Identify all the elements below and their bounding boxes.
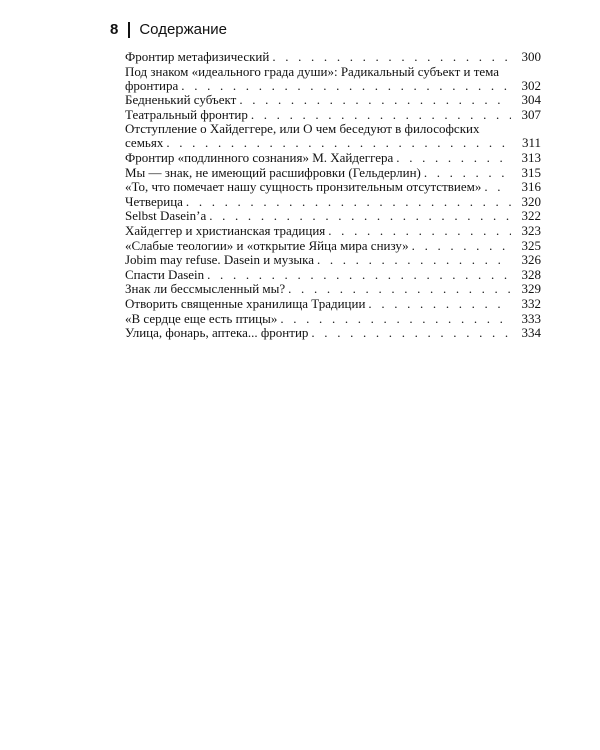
toc-entry-last-line <box>125 50 511 64</box>
dot-leader <box>186 195 511 209</box>
dot-leader <box>484 180 511 194</box>
toc-entry-title-line: Четверица <box>125 194 183 209</box>
toc-entry-title-line: фронтира <box>125 77 179 93</box>
toc-entry <box>125 312 541 326</box>
toc-entry-title <box>125 108 511 122</box>
toc-entry-page-number: 323 <box>521 222 541 238</box>
dot-leader <box>166 136 511 150</box>
toc-entry-title <box>125 151 511 165</box>
toc-entry <box>125 151 541 165</box>
dot-leader <box>412 239 511 253</box>
toc-entry-title-line: Фронтир «подлинного сознания» М. Хайдеггера <box>125 150 394 165</box>
toc-entry <box>125 65 541 93</box>
toc-entry <box>125 195 541 209</box>
dot-leader <box>328 224 511 238</box>
header-divider <box>128 22 130 38</box>
dot-leader <box>317 253 511 267</box>
toc-entry-title <box>125 50 511 64</box>
toc-entry-title <box>125 297 511 311</box>
toc-entry <box>125 180 541 194</box>
toc-entry-page-number: 332 <box>521 295 541 311</box>
toc-entry-page-number: 315 <box>521 164 541 180</box>
toc-entry-page-number: 302 <box>521 77 541 93</box>
toc-entry-title-line: семьях <box>125 135 164 151</box>
toc-entry-title <box>125 282 511 296</box>
toc-entry-title-line: Отворить священные хранилища Традиции <box>125 296 366 311</box>
toc-entry-title <box>125 93 511 107</box>
toc-entry-page-number: 325 <box>521 237 541 253</box>
toc-entry-page-number: 333 <box>521 310 541 326</box>
toc-entry-title-line: Спасти Dasein <box>125 267 205 282</box>
dot-leader <box>368 297 511 311</box>
toc-entry-last-line <box>125 79 511 93</box>
toc-entry <box>125 93 541 107</box>
toc-entry-page-number: 316 <box>521 179 541 195</box>
toc-entry-page-number: 328 <box>521 266 541 282</box>
toc-entry-page-number: 307 <box>521 106 541 122</box>
toc-entry-page-number: 304 <box>521 92 541 108</box>
toc-entry <box>125 166 541 180</box>
toc-entry-title-line: Jobim may refuse. Dasein и музыка <box>125 253 314 268</box>
toc-entry <box>125 50 541 64</box>
toc-entry-page-number: 320 <box>521 193 541 209</box>
toc-entry-title-line: Бедненький субъект <box>125 93 237 108</box>
toc-entry-title-line: Под знаком «идеального града души»: Радикальный субъект и тема <box>125 64 500 79</box>
toc-entry-title-line: Отступление о Хайдеггере, или О чем беседуют в философских <box>125 122 480 137</box>
toc-entry-title-line: «В сердце еще есть птицы» <box>125 311 278 326</box>
toc-entry-title <box>125 180 511 194</box>
page-number: 8 <box>110 21 119 38</box>
toc-entry-title-line: Хайдеггер и христианская традиция <box>125 223 326 238</box>
toc-entry <box>125 108 541 122</box>
running-title: Содержание <box>139 21 228 38</box>
toc-entry-page-number: 313 <box>521 149 541 165</box>
toc-entry-title <box>125 268 511 282</box>
toc-entry-title <box>125 312 511 326</box>
toc-entry-title-line: Театральный фронтир <box>125 107 248 122</box>
toc-entry <box>125 239 541 253</box>
toc-entry-title <box>125 166 511 180</box>
toc-entry-title <box>125 195 511 209</box>
toc-entry <box>125 282 541 296</box>
toc-entry-page-number: 329 <box>521 281 541 297</box>
toc-entry-page-number: 326 <box>521 252 541 268</box>
dot-leader <box>207 268 511 282</box>
toc-entry-last-line <box>125 151 511 165</box>
toc-entry-title <box>125 65 511 93</box>
dot-leader <box>272 50 511 64</box>
toc-entry <box>125 326 541 340</box>
toc-entry <box>125 224 541 238</box>
dot-leader <box>239 93 511 107</box>
dot-leader <box>181 79 511 93</box>
dot-leader <box>424 166 511 180</box>
toc-entry-page-number: 334 <box>521 325 541 341</box>
toc-entry-title <box>125 239 511 253</box>
toc-entry-title <box>125 224 511 238</box>
toc-entry-last-line <box>125 239 511 253</box>
toc-entry <box>125 122 541 150</box>
dot-leader <box>396 151 511 165</box>
toc-entry-last-line <box>125 195 511 209</box>
toc-entry-last-line <box>125 297 511 311</box>
toc-entry-last-line <box>125 136 511 150</box>
toc-entry-title-line: Знак ли бессмысленный мы? <box>125 282 286 297</box>
toc-entry-last-line <box>125 326 511 340</box>
toc-entry-page-number: 322 <box>521 208 541 224</box>
toc-entry-title <box>125 253 511 267</box>
toc-entry <box>125 297 541 311</box>
toc-entry-page-number: 311 <box>521 135 541 151</box>
dot-leader <box>209 209 511 223</box>
toc-entry <box>125 209 541 223</box>
toc-entry-last-line <box>125 166 511 180</box>
toc-entry-last-line <box>125 268 511 282</box>
toc-entry-last-line <box>125 312 511 326</box>
toc-entry-last-line <box>125 224 511 238</box>
dot-leader <box>251 108 511 122</box>
dot-leader <box>280 312 511 326</box>
page-header <box>110 20 227 40</box>
toc-entry-title-line: «То, что помечает нашу сущность пронзительным отсутствием» <box>125 180 482 195</box>
dot-leader <box>311 326 511 340</box>
dot-leader <box>288 282 511 296</box>
toc-entry-last-line <box>125 282 511 296</box>
toc-entry-title-line: «Слабые теологии» и «открытие Яйца мира снизу» <box>125 238 409 253</box>
toc-entry <box>125 268 541 282</box>
toc-entry-title <box>125 209 511 223</box>
toc-entry-title-line: Мы — знак, не имеющий расшифровки (Гельдерлин) <box>125 165 421 180</box>
toc-entry-last-line <box>125 253 511 267</box>
toc-entry <box>125 253 541 267</box>
toc-entry-title <box>125 326 511 340</box>
toc-entry-last-line <box>125 93 511 107</box>
toc-entry-page-number: 300 <box>521 49 541 64</box>
toc-entry-title <box>125 122 511 150</box>
toc-entry-title-line: Selbst Dasein’a <box>125 209 207 224</box>
table-of-contents <box>125 50 541 341</box>
toc-entry-last-line <box>125 108 511 122</box>
toc-entry-last-line <box>125 209 511 223</box>
toc-entry-last-line <box>125 180 511 194</box>
toc-entry-title-line: Улица, фонарь, аптека... фронтир <box>125 326 309 341</box>
toc-entry-title-line: Фронтир метафизический <box>125 50 270 64</box>
